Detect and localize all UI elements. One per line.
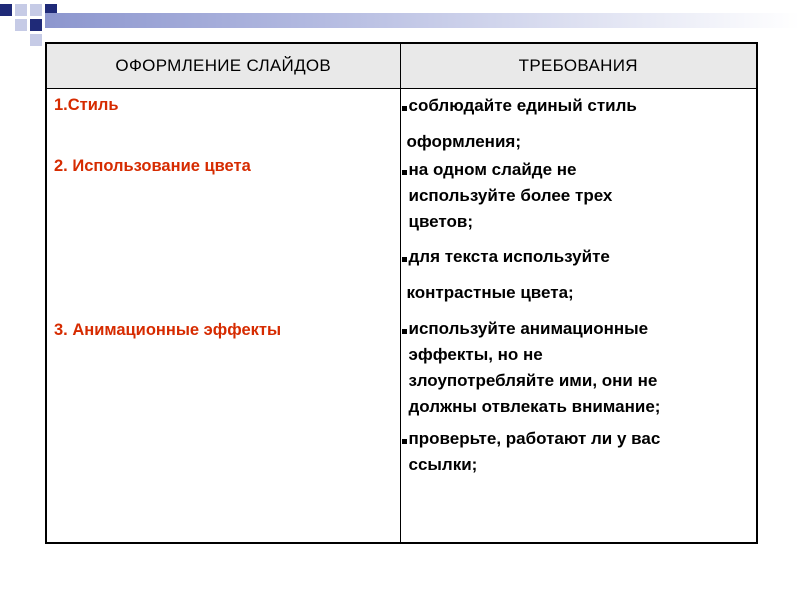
bullet-icon: [402, 439, 407, 444]
deco-square: [15, 4, 27, 16]
category-animation-effects: 3. Анимационные эффекты: [54, 321, 282, 339]
category-color-usage: 2. Использование цвета: [54, 157, 251, 175]
bullet-icon: [402, 106, 407, 111]
deco-square: [30, 19, 42, 31]
requirement-line: проверьте, работают ли у вас: [408, 429, 661, 448]
requirement-line: на одном слайде не: [408, 160, 577, 179]
requirement-line: должны отвлекать внимание;: [408, 397, 661, 416]
requirement-line: оформления;: [406, 132, 521, 151]
requirement-line: соблюдайте единый стиль: [408, 96, 637, 115]
bullet-icon: [402, 170, 407, 175]
requirements-cell: [400, 89, 757, 544]
requirement-line: цветов;: [408, 212, 474, 231]
requirement-line: для текста используйте: [408, 247, 610, 266]
deco-square: [15, 19, 27, 31]
requirement-line: злоупотребляйте ими, они не: [408, 371, 658, 390]
table-row: [46, 89, 757, 544]
requirement-line: используйте более трех: [408, 186, 613, 205]
requirement-line: ссылки;: [408, 455, 478, 474]
requirement-line: контрастные цвета;: [406, 283, 574, 302]
requirements-table: [45, 42, 758, 544]
deco-square: [30, 34, 42, 46]
bullet-icon: [402, 257, 407, 262]
header-slide-design: ОФОРМЛЕНИЕ СЛАЙДОВ: [46, 43, 400, 89]
category-style: 1.Стиль: [54, 96, 119, 114]
requirement-line: используйте анимационные: [408, 319, 649, 338]
table-header-row: [46, 43, 757, 89]
deco-square: [30, 4, 42, 16]
categories-cell: [46, 89, 400, 544]
top-gradient-bar: [45, 13, 800, 28]
requirement-line: эффекты, но не: [408, 345, 543, 364]
bullet-icon: [402, 329, 407, 334]
deco-square: [0, 4, 12, 16]
header-requirements: ТРЕБОВАНИЯ: [400, 43, 757, 89]
